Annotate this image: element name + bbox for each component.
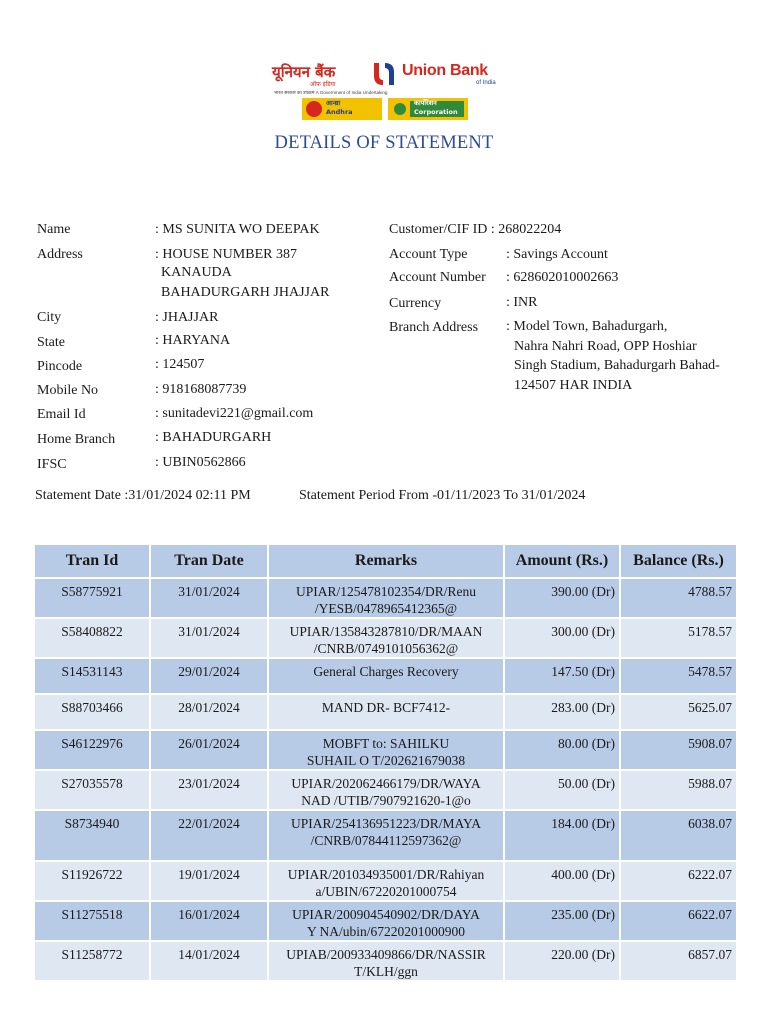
corporation-label-en: Corporation [414,108,458,116]
balance-cell: 5988.07 [621,771,736,809]
logo-tagline: भारत सरकार का उपक्रम A Government of India Undertaking [274,90,388,95]
logo-english-name: Union Bank [402,62,488,79]
mobile-label: Mobile No [37,383,99,398]
branch-address-label: Branch Address [389,320,479,335]
cif-label: Customer/CIF ID [389,222,488,237]
remarks-line: UPIAR/200904540902/DR/DAYA [292,907,480,922]
remarks-line: a/UBIN/67220201000754 [315,884,457,899]
balance-cell: 5178.57 [621,619,736,657]
corporation-label-hi: कार्पोरेशन [414,99,437,107]
remarks-line: UPIAR/202062466179/DR/WAYA [291,776,481,791]
branch-address-line-3: Singh Stadium, Bahadurgarh Bahad- [514,358,720,373]
remarks-cell [269,771,503,809]
tran-date-cell: 28/01/2024 [151,695,267,729]
tran-date-cell: 19/01/2024 [151,862,267,900]
home-branch-label: Home Branch [37,432,116,447]
tran-date-cell: 23/01/2024 [151,771,267,809]
name-label: Name [37,222,71,237]
branch-address-line-1: : Model Town, Bahadurgarh, [506,319,668,334]
email-value: : sunitadevi221@gmail.com [155,406,314,421]
remarks-line: T/KLH/ggn [354,964,418,979]
table-row [35,579,736,617]
table-row [35,902,736,940]
statement-period: Statement Period From -01/11/2023 To 31/01/2024 [299,488,586,503]
logo-hindi-sub: ऑफ इंडिया [310,81,336,88]
account-type-label: Account Type [389,247,468,262]
remarks-line: UPIAR/254136951223/DR/MAYA [290,816,482,831]
remarks-line: Y NA/ubin/67220201000900 [306,924,466,939]
table-header-row [35,545,736,577]
account-number-value: : 628602010002663 [506,270,619,285]
address-line-2: KANAUDA [161,265,232,280]
remarks-line: UPIAB/200933409866/DR/NASSIR [286,947,486,962]
balance-cell: 5478.57 [621,659,736,693]
state-label: State [37,335,65,350]
remarks-cell [269,942,503,980]
address-line-3: BAHADURGARH JHAJJAR [161,285,330,300]
remarks-cell [269,695,503,729]
header-tran-date: Tran Date [151,545,267,577]
amount-cell: 300.00 (Dr) [505,619,619,657]
amount-cell: 235.00 (Dr) [505,902,619,940]
remarks-line: UPIAR/135843287810/DR/MAAN [289,624,483,639]
name-value: : MS SUNITA WO DEEPAK [155,222,320,237]
remarks-line: SUHAIL O T/202621679038 [306,753,466,768]
bank-logo [270,58,500,126]
amount-cell: 50.00 (Dr) [505,771,619,809]
remarks-cell [269,862,503,900]
header-balance: Balance (Rs.) [621,545,736,577]
city-label: City [37,310,62,325]
remarks-cell [269,811,503,860]
remarks-line: /CNRB/07844112597362@ [310,833,462,848]
union-bank-logo-icon [368,60,400,88]
amount-cell: 400.00 (Dr) [505,862,619,900]
corporation-emblem-icon [392,101,408,117]
account-details [389,221,561,239]
table-row [35,619,736,657]
email-label: Email Id [37,407,86,422]
header-remarks: Remarks [269,545,503,577]
andhra-label-en: Andhra [326,108,353,116]
header-amount: Amount (Rs.) [505,545,619,577]
tran-id-cell: S11275518 [35,902,149,940]
amount-cell: 283.00 (Dr) [505,695,619,729]
remarks-cell [269,731,503,769]
ifsc-label: IFSC [37,457,67,472]
tran-date-cell: 31/01/2024 [151,579,267,617]
logo-hindi-name: यूनियन बैंक [272,63,336,81]
pincode-value: : 124507 [155,357,205,372]
table-row [35,811,736,860]
tran-date-cell: 16/01/2024 [151,902,267,940]
state-value: : HARYANA [155,333,231,348]
page-title: DETAILS OF STATEMENT [274,133,494,153]
address-line-1: : HOUSE NUMBER 387 [155,247,297,262]
tran-id-cell: S14531143 [35,659,149,693]
tran-id-cell: S88703466 [35,695,149,729]
branch-address-line-4: 124507 HAR INDIA [514,378,633,393]
home-branch-value: : BAHADURGARH [155,430,272,445]
tran-id-cell: S58408822 [35,619,149,657]
balance-cell: 5908.07 [621,731,736,769]
remarks-line: /CNRB/0749101056362@ [313,641,459,656]
header-tran-id: Tran Id [35,545,149,577]
remarks-line: UPIAR/201034935001/DR/Rahiyan [287,867,485,882]
table-row [35,771,736,809]
remarks-line: MAND DR- BCF7412- [321,700,451,715]
table-row [35,731,736,769]
tran-id-cell: S46122976 [35,731,149,769]
balance-cell: 6038.07 [621,811,736,860]
tran-date-cell: 31/01/2024 [151,619,267,657]
balance-cell: 4788.57 [621,579,736,617]
table-row [35,942,736,980]
remarks-line: NAD /UTIB/7907921620-1@o [301,793,471,808]
remarks-line: General Charges Recovery [313,664,459,679]
tran-date-cell: 29/01/2024 [151,659,267,693]
tran-id-cell: S58775921 [35,579,149,617]
remarks-cell [269,902,503,940]
tran-id-cell: S11258772 [35,942,149,980]
city-value: : JHAJJAR [155,310,219,325]
balance-cell: 6222.07 [621,862,736,900]
balance-cell: 6622.07 [621,902,736,940]
logo-english-sub: of India [476,80,496,86]
amount-cell: 80.00 (Dr) [505,731,619,769]
mobile-value: : 918168087739 [155,382,247,397]
currency-label: Currency [389,296,442,311]
statement-date: Statement Date :31/01/2024 02:11 PM [35,488,251,503]
address-label: Address [37,247,83,262]
remarks-line: /YESB/0478965412365@ [314,601,458,616]
pincode-label: Pincode [37,359,83,374]
remarks-cell [269,619,503,657]
account-type-value: : Savings Account [506,247,608,262]
transactions-body [35,579,736,980]
table-row [35,862,736,900]
ifsc-value: : UBIN0562866 [155,455,246,470]
tran-date-cell: 22/01/2024 [151,811,267,860]
amount-cell: 147.50 (Dr) [505,659,619,693]
balance-cell: 6857.07 [621,942,736,980]
andhra-label-hi: आन्ध्रा [326,99,341,107]
andhra-emblem-icon [306,101,322,117]
tran-date-cell: 26/01/2024 [151,731,267,769]
currency-value: : INR [506,295,538,310]
remarks-line: MOBFT to: SAHILKU [322,736,450,751]
amount-cell: 184.00 (Dr) [505,811,619,860]
tran-id-cell: S27035578 [35,771,149,809]
table-row [35,659,736,693]
andhra-badge [302,98,382,120]
remarks-cell [269,659,503,693]
balance-cell: 5625.07 [621,695,736,729]
corporation-badge [388,98,468,120]
remarks-line: UPIAR/125478102354/DR/Renu [295,584,476,599]
table-row [35,695,736,729]
account-number-label: Account Number [389,270,486,285]
cif-value: : 268022204 [490,222,562,237]
branch-address-line-2: Nahra Nahri Road, OPP Hoshiar [514,339,697,354]
amount-cell: 390.00 (Dr) [505,579,619,617]
tran-id-cell: S11926722 [35,862,149,900]
transactions-table [33,543,738,982]
tran-date-cell: 14/01/2024 [151,942,267,980]
remarks-cell [269,579,503,617]
tran-id-cell: S8734940 [35,811,149,860]
amount-cell: 220.00 (Dr) [505,942,619,980]
